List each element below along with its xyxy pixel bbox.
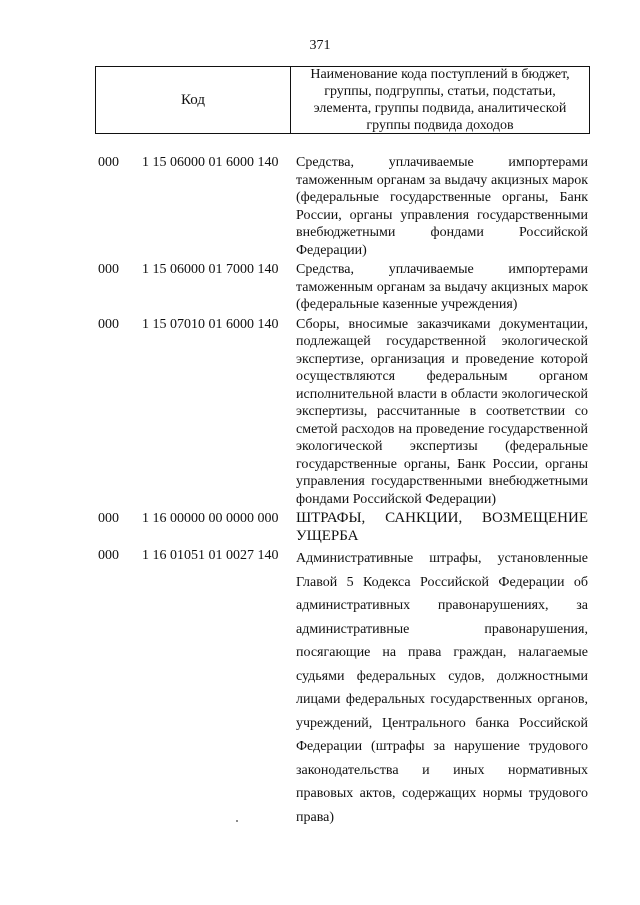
page-number: 371 [309,38,331,53]
income-code: 1 16 00000 00 0000 000 [142,511,279,526]
income-description: Средства, уплачиваемые импортерами таможенным органам за выдачу акцизных марок (федеральные казенные учреждения) [296,262,588,312]
admin-code: 000 [98,548,119,563]
table-row [98,510,590,545]
admin-code: 000 [98,316,119,332]
table-body [98,154,590,831]
scan-speck [236,820,238,822]
income-code: 1 15 06000 01 6000 140 [142,155,279,170]
income-description: Средства, уплачиваемые импортерами таможенным органам за выдачу акцизных марок (федеральные государственные органы, Банк России, органы управления государственными внебюджетными фондами Российской Федерации) [296,155,588,258]
table-row [98,547,590,829]
admin-code: 000 [98,155,119,170]
table-row [98,154,590,259]
income-description: Сборы, вносимые заказчиками документации, подлежащей государственной экологической экспертизе, организация и проведение которой осуществляются федеральным органом исполнительной власти в области экологической экспертизы, рассчитанные в соответствии со сметой расходов на проведение государственной экологической экспертизы (федеральные государственные органы, Банк России, органы управления государственными внебюджетными фондами Российской Федерации) [296,316,588,507]
table-row [98,316,590,509]
header-name-cell: Наименование кода поступлений в бюджет, группы, подгруппы, статьи, подстатьи, элемента, группы подвида, аналитической группы подвида доходов [310,67,570,133]
income-code: 1 15 07010 01 6000 140 [142,316,279,332]
income-code: 1 16 01051 01 0027 140 [142,548,279,563]
table-header [95,66,590,134]
admin-code: 000 [98,262,119,277]
section-heading: ШТРАФЫ, САНКЦИИ, ВОЗМЕЩЕНИЕ УЩЕРБА [296,510,588,544]
table-row [98,261,590,314]
income-description: Административные штрафы, установленные Главой 5 Кодекса Российской Федерации об административных правонарушениях, за административные правонарушения, посягающие на права граждан, налагаемые судьями федеральных судов, должностными лицами федеральных государственных органов, учреждений, Центрального банка Российской Федерации (штрафы за нарушение трудового законодательства и иных нормативных правовых актов, содержащих нормы трудового права) [296,551,588,825]
admin-code: 000 [98,511,119,526]
header-kod-cell: Код [96,67,291,133]
income-code: 1 15 06000 01 7000 140 [142,262,279,277]
